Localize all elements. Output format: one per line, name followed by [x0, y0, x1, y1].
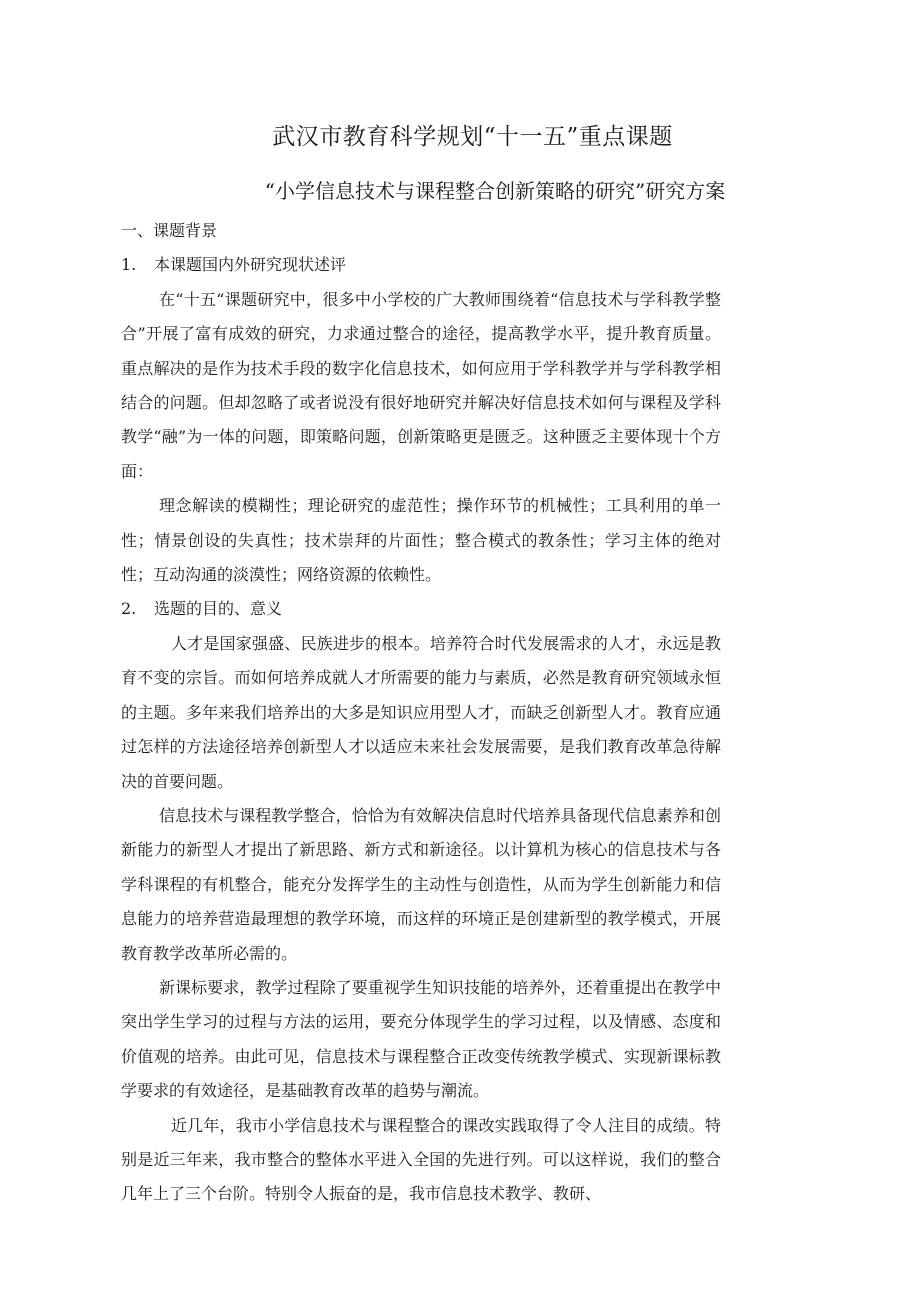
paragraph-research-review: 在“十五“课题研究中，很多中小学校的广大教师围绕着“信息技术与学科教学整合”开展了富有成效的研究，力求通过整合的途径，提高教学水平，提升教育质量。重点解决的是作为技术手段的数字化信息技术，如何应用于学科教学并与学科教学相结合的问题。但却忽略了或者说没有很好地研究并解决好信息技术如何与课程及学科教学“融”为一体的问题，即策略问题，创新策略更是匮乏。这种匮乏主要体现十个方面：	[121, 289, 721, 481]
paragraph-integration: 信息技术与课程教学整合，恰恰为有效解决信息时代培养具备现代信息素养和创新能力的新型人才提出了新思路、新方式和新途径。以计算机为核心的信息技术与各学科课程的有机整合，能充分发挥学生的主动性与创造性，从而为学生创新能力和信息能力的培养营造最理想的教学环境，而这样的环境正是创建新型的教学模式，开展教育教学改革所必需的。	[121, 805, 721, 963]
paragraph-recent-years: 近几年，我市小学信息技术与课程整合的课改实践取得了令人注目的成绩。特别是近三年来，我市整合的整体水平进入全国的先进行列。可以这样说，我们的整合几年上了三个台阶。特别令人振奋的是，我市信息技术教学、教研、	[121, 1115, 721, 1204]
section-heading-background: 一、课题背景	[121, 221, 218, 240]
subsection-heading-purpose	[121, 592, 721, 626]
document-body	[121, 214, 721, 1212]
subsection-title: 选题的目的、意义	[154, 599, 283, 619]
document-subtitle: “小学信息技术与课程整合创新策略的研究”研究方案	[264, 179, 726, 203]
paragraph-ten-aspects: 理念解读的模糊性；理论研究的虚范性；操作环节的机械性；工具利用的单一性；情景创设的失真性；技术崇拜的片面性；整合模式的教条性；学习主体的绝对性；互动沟通的淡漠性；网络资源的依赖性。	[121, 496, 721, 585]
subsection-number: 2.	[121, 599, 137, 619]
paragraph-talent: 人才是国家强盛、民族进步的根本。培养符合时代发展需求的人才，永远是教育不变的宗旨。而如何培养成就人才所需要的能力与素质，必然是教育研究领域永恒的主题。多年来我们培养出的大多是知识应用型人才，而缺乏创新型人才。教育应通过怎样的方法途径培养创新型人才以适应未来社会发展需要，是我们教育改革急待解决的首要问题。	[121, 633, 721, 791]
subsection-number: 1.	[121, 255, 137, 275]
subsection-title: 本课题国内外研究现状述评	[154, 255, 347, 275]
document-title: 武汉市教育科学规划“十一五”重点课题	[272, 124, 673, 150]
subsection-heading-research-status	[121, 248, 721, 282]
paragraph-new-curriculum: 新课标要求，教学过程除了要重视学生知识技能的培养外，还着重提出在教学中突出学生学习的过程与方法的运用，要充分体现学生的学习过程，以及情感、态度和价值观的培养。由此可见，信息技术与课程整合正改变传统教学模式、实现新课标教学要求的有效途径，是基础教育改革的趋势与潮流。	[121, 977, 721, 1101]
